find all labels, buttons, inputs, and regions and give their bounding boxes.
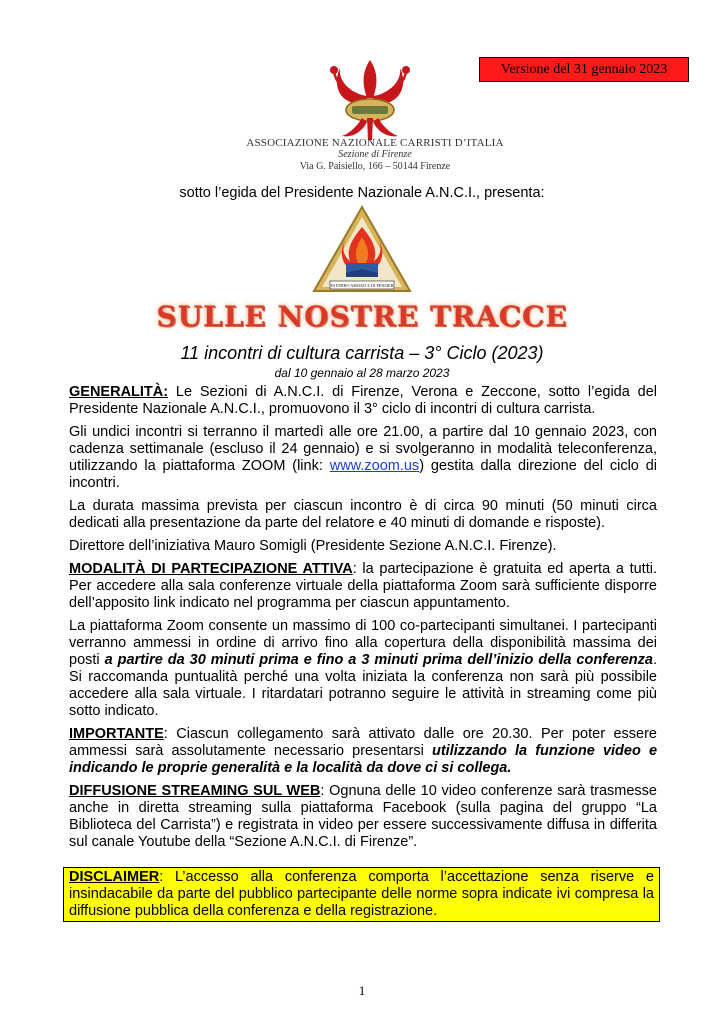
paragraph-capacity: [69, 618, 657, 720]
florentine-lily-crest-icon: [320, 58, 420, 142]
diffusione-text: : Ognuna delle 10 video conferenze sarà trasmesse anche in diretta streaming sulla piattaforma Facebook (sulla pagina del gruppo “La Biblioteca del Carrista”) e registrata in video per essere successivamente diffusa in differita sul canale Youtube della “Sezione A.N.C.I. di Firenze”.: [69, 783, 657, 850]
heading-diffusione: DIFFUSIONE STREAMING SUL WEB: [69, 783, 321, 799]
paragraph-modalita: [69, 561, 657, 612]
importante-emphasis: utilizzando la funzione video e indicando le proprie generalità e la località da dove ci si collega.: [69, 743, 658, 776]
emblem-motto: DI FERRO ARMATI E DI PENSIER: [330, 283, 394, 289]
anci-triangle-emblem-icon: [312, 205, 412, 297]
paragraph-generalita: [69, 384, 657, 418]
capacity-text-a: La piattaforma Zoom consente un massimo di 100 co-partecipanti simultanei. I partecipanti verranno ammessi in ordine di arrivo fino alla copertura della disponibilità massima dei posti: [69, 618, 657, 668]
paragraph-director: Direttore dell’iniziativa Mauro Somigli (Presidente Sezione A.N.C.I. Firenze).: [69, 538, 557, 554]
heading-importante: IMPORTANTE: [69, 726, 164, 742]
paragraph-schedule: [69, 424, 657, 492]
zoom-link[interactable]: www.zoom.us: [329, 458, 420, 474]
association-block: [230, 137, 520, 173]
capacity-emphasis: a partire da 30 minuti prima e fino a 3 minuti prima dell’inizio della conferenza: [104, 652, 653, 668]
cycle-dates: dal 10 gennaio al 28 marzo 2023: [274, 366, 450, 380]
modalita-text: : la partecipazione è gratuita ed aperta a tutti. Per accedere alla sala conferenze virtuale della piattaforma Zoom sarà sufficiente disporre dell’apposito link indicato nel programma per ciascun appuntamento.: [69, 561, 657, 611]
heading-modalita: MODALITÀ DI PARTECIPAZIONE ATTIVA: [69, 561, 353, 577]
disclaimer-box: [63, 867, 660, 922]
disclaimer-text: : L’accesso alla conferenza comporta l’accettazione senza riserve e insindacabile da parte del pubblico partecipante delle norme sopra indicate ivi compresa la diffusione pubblica della conferenza e della registrazione.: [69, 869, 654, 919]
capacity-text-b: . Si raccomanda puntualità perché una volta iniziata la conferenza non sarà più possibile accedere alla sala virtuale. I ritardatari potranno seguire le attività in streaming come più sotto indicato.: [69, 652, 657, 719]
page-title: SULLE NOSTRE TRACCE: [156, 300, 568, 333]
egida-line: sotto l’egida del Presidente Nazionale A.N.C.I., presenta:: [179, 185, 545, 201]
document-body: [69, 384, 657, 857]
paragraph-importante: [69, 726, 657, 777]
heading-disclaimer: DISCLAIMER: [69, 869, 160, 885]
association-address: Via G. Paisiello, 166 – 50144 Firenze: [299, 161, 451, 172]
heading-generalita: GENERALITÀ:: [69, 384, 169, 400]
schedule-text-b: ) gestita dalla direzione del ciclo di incontri.: [69, 458, 657, 491]
version-label: Versione del 31 gennaio 2023: [479, 57, 689, 82]
association-name: ASSOCIAZIONE NAZIONALE CARRISTI D’ITALIA: [246, 137, 504, 149]
paragraph-diffusione: [69, 783, 657, 851]
page-number: 1: [358, 983, 366, 998]
paragraph-duration: La durata massima prevista per ciascun incontro è di circa 90 minuti (50 minuti circa dedicati alla presentazione da parte del relatore e 40 minuti di domande e risposte).: [69, 498, 657, 531]
importante-text: : Ciascun collegamento sarà attivato dalle ore 20.30. Per poter essere ammessi sarà assolutamente necessario presentarsi: [69, 726, 657, 759]
schedule-text-a: Gli undici incontri si terranno il martedì alle ore 21.00, a partire dal 10 gennaio 2023, con cadenza settimanale (escluso il 24 gennaio) e si svolgeranno in modalità teleconferenza, utilizzando la piattaforma ZOOM (link:: [69, 424, 657, 474]
section-name: Sezione di Firenze: [338, 149, 412, 160]
page-subtitle: 11 incontri di cultura carrista – 3° Ciclo (2023): [180, 343, 544, 363]
generalita-text: Le Sezioni di A.N.C.I. di Firenze, Verona e Zeccone, sotto l’egida del Presidente Nazionale A.N.C.I., promuovono il 3° ciclo di incontri di cultura carrista.: [69, 384, 657, 417]
